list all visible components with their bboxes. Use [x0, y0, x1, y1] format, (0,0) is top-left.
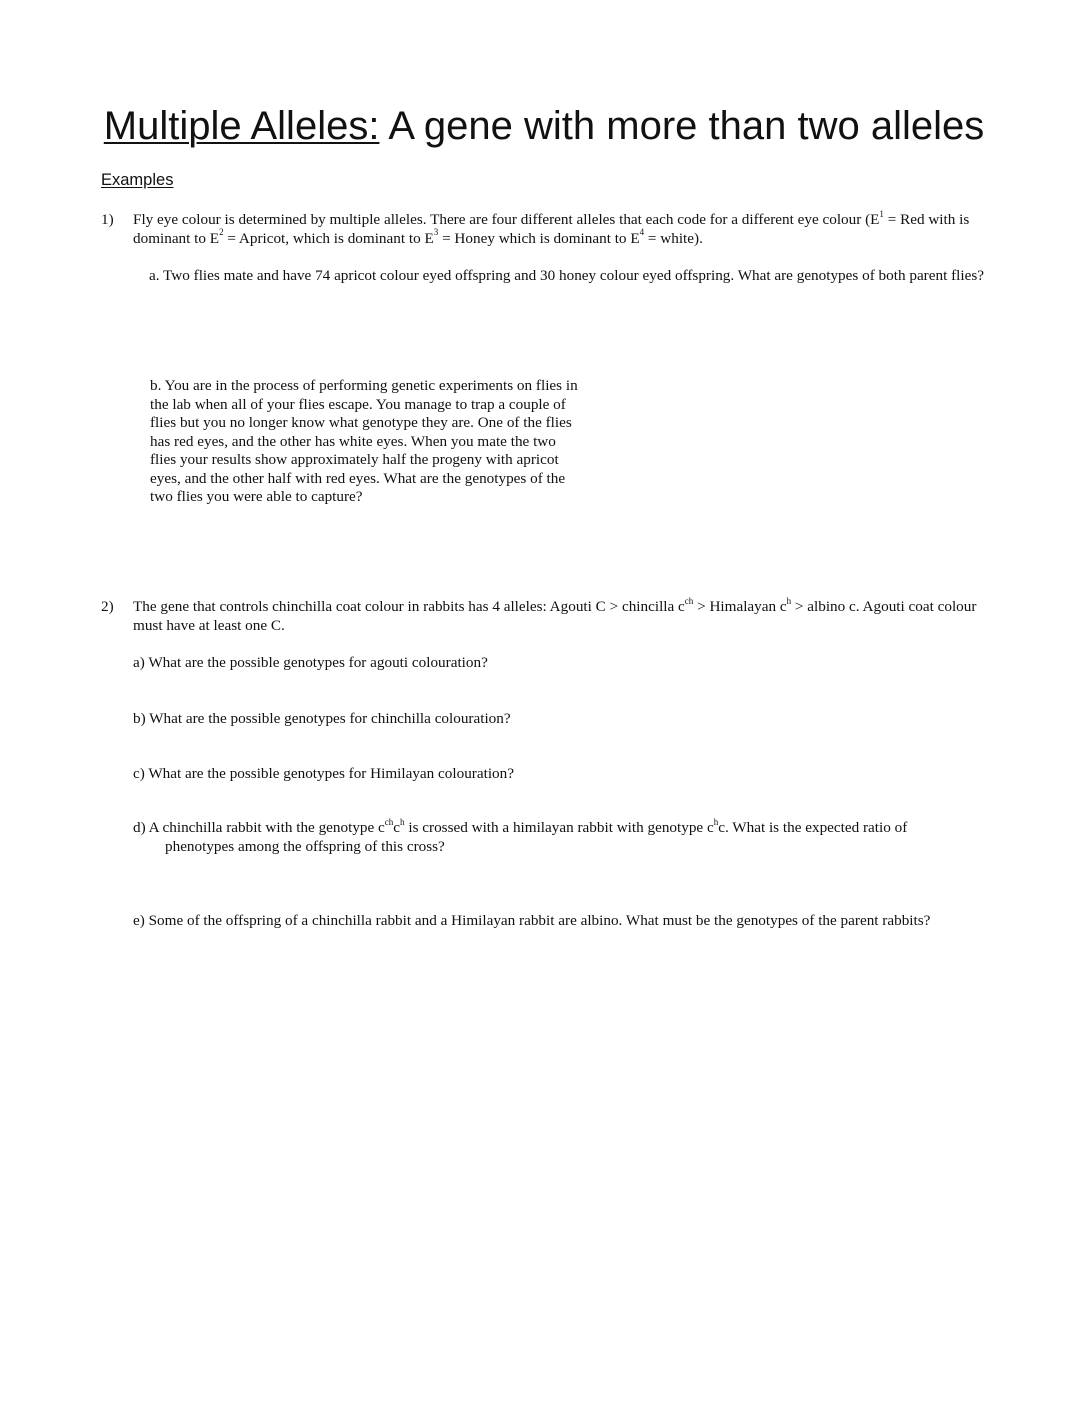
q2-text-part: > Himalayan c: [693, 598, 787, 615]
question-2b: b) What are the possible genotypes for chinchilla colouration?: [133, 710, 511, 727]
q2d-text-part: d) A chinchilla rabbit with the genotype c: [133, 819, 385, 836]
q1-superscript: 1: [879, 208, 884, 219]
q2-superscript: h: [786, 595, 792, 606]
question-1b: [150, 377, 620, 507]
title-underlined: Multiple Alleles:: [103, 104, 380, 148]
q1-text-part: Fly eye colour is determined by multiple alleles. There are four different alleles that each code for a different eye colour (E: [133, 211, 880, 228]
q2d-superscript: ch: [384, 816, 394, 827]
question-1b-line: the lab when all of your flies escape. You manage to trap a couple of: [150, 395, 566, 413]
q2d-text-part: c. What is the expected ratio of: [718, 819, 908, 836]
question-1b-line: flies but you no longer know what genotype they are. One of the flies: [150, 414, 572, 431]
q2d-superscript: h: [400, 816, 405, 827]
q2-text-part: > albino c. Agouti coat colour must have at least one C.: [133, 598, 977, 634]
q2d-superscript: h: [713, 816, 719, 827]
question-1b-line: b. You are in the process of performing genetic experiments on flies in: [150, 377, 578, 394]
title-rest: A gene with more than two alleles: [379, 104, 985, 148]
q1-text-part: = Red with is dominant to E: [133, 211, 970, 247]
question-2c: c) What are the possible genotypes for Himilayan colouration?: [133, 765, 514, 782]
question-1a: [101, 267, 991, 286]
q1-superscript: 2: [219, 227, 224, 238]
q2d-text-part: c: [393, 819, 401, 836]
question-1b-line: flies your results show approximately half the progeny with apricot: [150, 451, 559, 468]
question-1b-line: has red eyes, and the other has white eyes. When you mate the two: [150, 432, 556, 450]
examples-heading: Examples: [101, 171, 174, 189]
question-2e: e) Some of the offspring of a chinchilla rabbit and a Himilayan rabbit are albino. What must be the genotypes of the parent rabbits?: [133, 912, 931, 929]
q1-superscript: 4: [639, 227, 645, 238]
page-title: [0, 102, 1088, 150]
question-1-number: 1): [101, 211, 114, 228]
q1-superscript: 3: [433, 227, 439, 238]
question-1b-line: eyes, and the other half with red eyes. What are the genotypes of the: [150, 469, 566, 487]
q2d-text-line2: phenotypes among the offspring of this cross?: [165, 837, 445, 855]
q2-text-part: The gene that controls chinchilla coat colour in rabbits has 4 alleles: Agouti C > chincilla c: [133, 598, 685, 615]
q1-text-part: = white).: [644, 229, 703, 247]
q1-text-part: = Apricot, which is dominant to E: [223, 229, 434, 247]
question-2-number: 2): [101, 598, 114, 615]
question-1-text: [133, 208, 993, 248]
question-2d: [133, 816, 1003, 856]
q2-superscript: ch: [684, 595, 694, 606]
question-1b-line: two flies you were able to capture?: [150, 488, 363, 505]
question-2a: a) What are the possible genotypes for agouti colouration?: [133, 654, 488, 671]
question-2-text: [133, 595, 1003, 635]
question-1a-text: a. Two flies mate and have 74 apricot colour eyed offspring and 30 honey colour eyed offspring. What are genotypes of both parent flies?: [149, 267, 984, 284]
q1-text-part: = Honey which is dominant to E: [438, 229, 640, 247]
q2d-text-part: is crossed with a himilayan rabbit with genotype c: [404, 819, 714, 836]
